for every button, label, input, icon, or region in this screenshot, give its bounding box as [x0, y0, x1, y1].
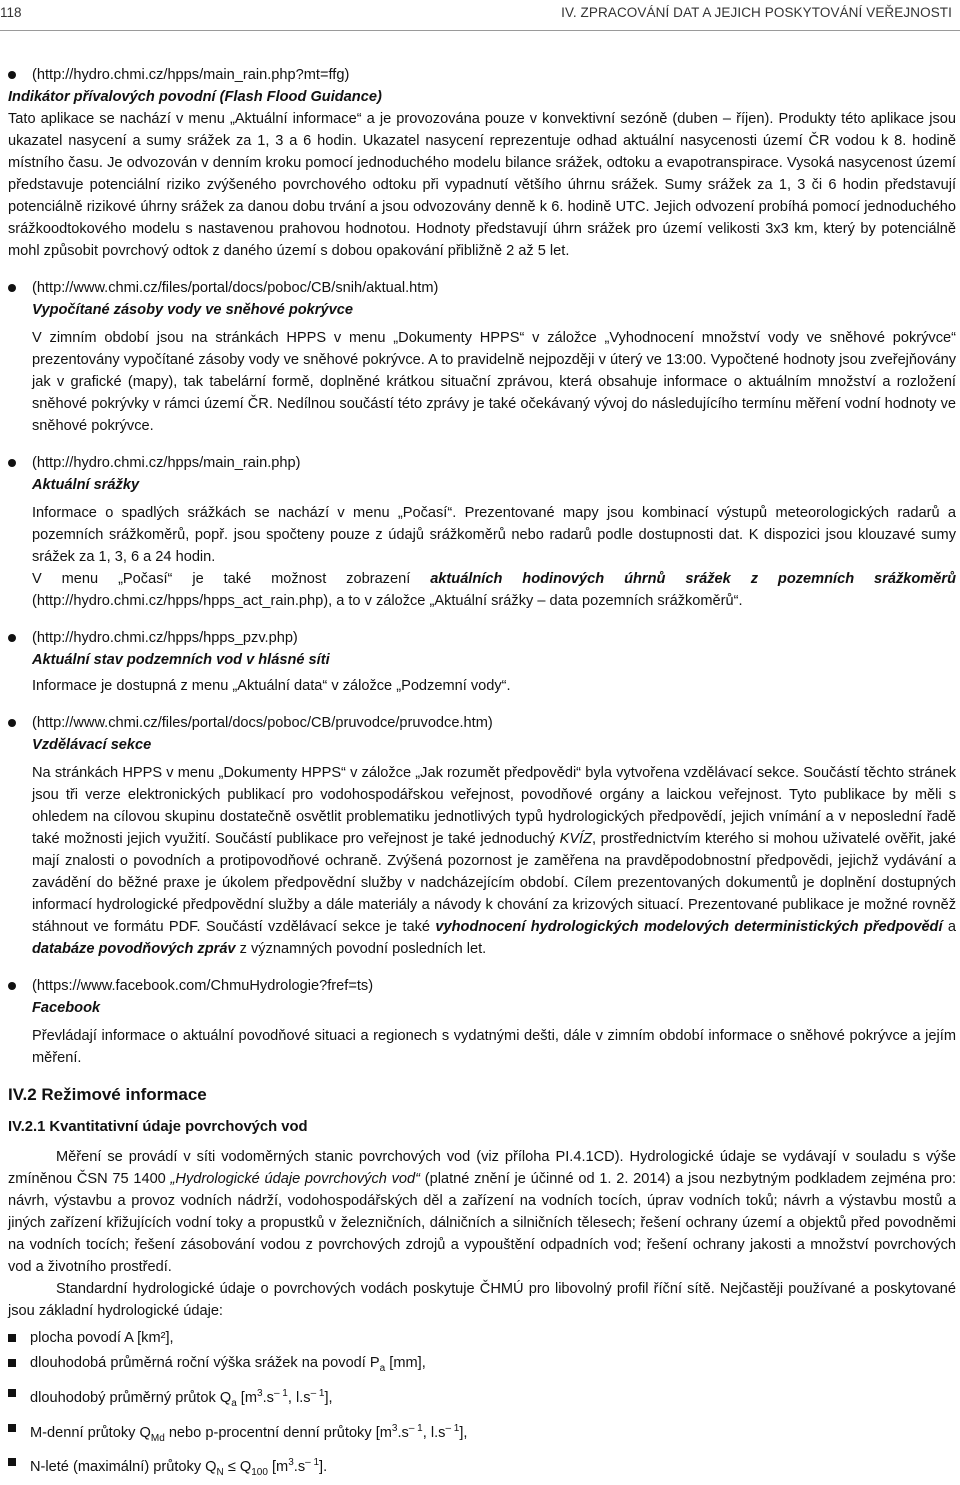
paragraph-italic: „Hydrologické údaje povrchových vod“	[170, 1171, 420, 1187]
bullet-icon	[8, 982, 16, 990]
bullet-icon	[8, 284, 16, 292]
list-item-text: , l.s	[287, 1389, 311, 1406]
superscript: 3	[257, 1387, 263, 1399]
item-text: V zimním období jsou na stránkách HPPS v menu „Dokumenty HPPS“ v záložce „Vyhodnocení množství vody ve sněhové pokrývce“ prezentovány vypočítané zásoby vody ve sněhové pokrývce. A to pravidelně nejpozději v úterý ve 13:00. Vypočtené hodnoty jsou zveřejňovány jak v grafické (mapy), tak tabelární formě, doplněné krátkou situační zprávou, která obsahuje informace o aktuálním množství a rozložení sněhové pokrývky v rámci území ČR. Nedílnou součástí této zprávy je také očekávaný vývoj do následujícího termínu měření vodní hodnoty ve sněhové pokrývce.	[32, 330, 956, 434]
paragraph-part: Měření se provádí v síti vodoměrných stanic povrchových vod (viz příloha PI.4.1CD). Hydrologické údaje se vydávají v souladu s výše zmíněnou ČSN 75 1400	[8, 1149, 956, 1187]
list-item-text: [m	[267, 1459, 289, 1476]
list-item-text: [m	[236, 1389, 258, 1406]
paragraph-part: (platné znění je účinné od 1. 2. 2014) a jsou nezbytným podkladem zejména pro: návrh, výstavbu a provoz vodních nádrží, vodohospodářských děl a zařízení na vodních tocích, úprav vodních toků; návrh a výstavbu mostů a jiných zařízení křižujících vodní toky a propustků v železničních, dálničních a silničních tělesech; řešení ochrany území a objektů před povodněmi na vodních tocích; řešení zásobování vodou z povrchových zdrojů a vypouštění odpadních vod; řešení ochrany jakosti a množství povrchových vod a životního prostředí.	[8, 1171, 957, 1275]
item-text: Tato aplikace se nachází v menu „Aktuální informace“ a je provozována pouze v konvektivní sezóně (duben – říjen). Produkty této aplikace jsou ukazatel nasycení a sumy srážek za 1, 3 a 6 hodin. Ukazatel nasycení reprezentuje odhad aktuální nasycenosti území ČR vodou k 8. hodině místního času. Je odvozován v denním kroku pomocí jednoduchého modelu bilance srážek, odtoku a evapotranspirace. Vysoká nasycenost území představuje potenciální riziko zvýšeného povrchového odtoku při vypadnutí většího úhrnu srážek. Sumy srážek za 1, 3 či 6 hodin představují potenciálně rizikové úhrny srážek za danou dobu trvání a jsou odvozovány denně k 6. hodině UTC. Jejich odvození probíhá pomocí jednoduchého srážkoodtokového modelu s nastavenou prahovou hodnotou. Hodnoty představují úhrn srážek pro území velikosti 3x3 km, který by potenciálně mohl způsobit povrchový odtok z daného území s dobou opakování přibližně 2 až 5 let.	[8, 111, 956, 259]
page-content	[8, 64, 956, 1485]
section-paragraph	[8, 1146, 956, 1278]
item-url[interactable]: (https://www.facebook.com/ChmuHydrologie?fref=ts)	[32, 978, 374, 994]
item-text	[32, 762, 956, 960]
list-item-text: [mm],	[385, 1355, 426, 1371]
item-url[interactable]: (http://hydro.chmi.cz/hpps/main_rain.php)	[32, 455, 301, 471]
item-url[interactable]: (http://www.chmi.cz/files/portal/docs/poboc/CB/snih/aktual.htm)	[32, 280, 439, 296]
square-bullet-icon	[8, 1334, 16, 1342]
list-item-text: ],	[459, 1424, 468, 1441]
subscript: N	[216, 1467, 224, 1479]
list-item	[8, 627, 956, 697]
list-item-text: dlouhodobý průměrný průtok Q	[30, 1389, 232, 1406]
list-item-text: .s	[293, 1459, 306, 1476]
square-bullet-icon	[8, 1389, 16, 1397]
subscript: Md	[150, 1432, 165, 1444]
item-text: Informace je dostupná z menu „Aktuální data“ v záložce „Podzemní vody“.	[32, 678, 511, 694]
item-title: Aktuální stav podzemních vod v hlásné síti	[32, 652, 330, 668]
page-header	[0, 0, 960, 31]
bullet-icon	[8, 71, 16, 79]
superscript: 3	[391, 1422, 398, 1434]
item-text-emphasis: vyhodnocení hydrologických modelových deterministických předpovědí	[435, 919, 943, 935]
item-title: Vzdělávací sekce	[32, 737, 152, 753]
subsection-heading: IV.2.1 Kvantitativní údaje povrchových vod	[8, 1119, 308, 1135]
bullet-icon	[8, 634, 16, 642]
item-text-italic: KVÍZ	[559, 831, 593, 847]
list-item-text: nebo p-procentní denní průtoky [m	[164, 1424, 392, 1441]
list-item	[8, 277, 956, 437]
list-item-text: M-denní průtoky Q	[30, 1424, 151, 1441]
list-item	[8, 452, 956, 612]
item-url[interactable]: (http://hydro.chmi.cz/hpps/main_rain.php?mt=ffg)	[32, 67, 350, 83]
bullet-icon	[8, 719, 16, 727]
item-title: Vypočítané zásoby vody ve sněhové pokrývce	[32, 302, 353, 318]
item-title: Indikátor přívalových povodní (Flash Flood Guidance)	[8, 89, 382, 105]
list-item-text: ],	[324, 1389, 333, 1406]
list-item-text: , l.s	[422, 1424, 446, 1441]
hydrological-data-list	[8, 1326, 956, 1485]
item-text-2	[32, 568, 956, 612]
item-text-part: a	[942, 919, 956, 935]
list-item	[8, 1381, 956, 1416]
item-text-part: (http://hydro.chmi.cz/hpps/hpps_act_rain.php), a to v záložce „Aktuální srážky – data pozemních srážkoměrů“.	[32, 593, 743, 609]
list-item	[8, 1450, 956, 1485]
item-text-part: , prostřednictvím kterého si mohou uživatelé ověřit, jaké mají znalosti o povodních a protipovodňové ochraně. Zvýšená pozornost je zaměřena na pravděpodobnostní předpovědi, jejichž vydávání a zavádění do běžné praxe je úkolem předpovědní služby v nadcházejícím období. Cílem prezentovaných dokumentů je doplnění dostupných informací hydrologické předpovědní služby a dále materiály a návody k chování za krizových situací. Prezentované publikace je možné rovněž stáhnout ve formátu PDF. Součástí vzdělávací sekce je také	[32, 831, 956, 935]
superscript: – 1	[305, 1457, 320, 1469]
item-text-part: z významných povodní posledních let.	[235, 941, 487, 957]
item-title: Facebook	[32, 1000, 101, 1016]
superscript: – 1	[310, 1387, 325, 1399]
square-bullet-icon	[8, 1424, 16, 1432]
subscript: a	[231, 1397, 237, 1409]
square-bullet-icon	[8, 1458, 16, 1466]
superscript: 3	[288, 1457, 294, 1469]
list-item	[8, 975, 956, 1069]
item-text: Informace o spadlých srážkách se nachází v menu „Počasí“. Prezentované mapy jsou kombinací výstupů meteorologických radarů a pozemních srážkoměrů, popř. jsou spočteny pouze z údajů srážkoměrů nebo radarů podle dostupnosti dat. K dispozici jsou klouzavé sumy srážek za 1, 3, 6 a 24 hodin.	[32, 505, 956, 565]
list-item-text: ].	[319, 1459, 328, 1476]
list-item-text: dlouhodobá průměrná roční výška srážek na povodí P	[30, 1355, 380, 1371]
item-text-emphasis: aktuálních hodinových úhrnů srážek z pozemních srážkoměrů	[430, 571, 956, 587]
item-url[interactable]: (http://hydro.chmi.cz/hpps/hpps_pzv.php)	[32, 630, 298, 646]
item-title: Aktuální srážky	[32, 477, 140, 493]
list-item	[8, 1351, 956, 1381]
list-item	[8, 64, 956, 262]
list-item-text: N-leté (maximální) průtoky Q	[30, 1459, 217, 1476]
section-heading: IV.2 Režimové informace	[8, 1085, 207, 1104]
item-text-emphasis: databáze povodňových zpráv	[32, 941, 236, 957]
item-text-part: Na stránkách HPPS v menu „Dokumenty HPPS“ v záložce „Jak rozumět předpovědi“ byla vytvořena vzdělávací sekce. Součástí těchto stránek jsou tři verze elektronických publikací pro vodohospodářskou veřejnost, povodňové orgány a laickou veřejnost. Tyto publikace by měli s ohledem na cílovou skupinu dostatečně osvětlit problematiku jednotlivých typů hydrologických předpovědí, jejich vnímání a v neposlední řadě také možnosti jejich využití. Součástí publikace pro veřejnost je také jednoduchý	[32, 765, 956, 847]
list-item-text: .s	[397, 1424, 409, 1441]
section-paragraph: Standardní hydrologické údaje o povrchových vodách poskytuje ČHMÚ pro libovolný profil říční sítě. Nejčastěji používané a poskytované jsou základní hydrologické údaje:	[8, 1281, 956, 1319]
item-text: Převládají informace o aktuální povodňové situaci a regionech s vydatnými dešti, dále v zimním období informace o sněhové pokrývce a jejím měření.	[32, 1028, 956, 1066]
list-item	[8, 712, 956, 960]
item-text-part: V menu „Počasí“ je také možnost zobrazení	[32, 571, 431, 587]
bullet-icon	[8, 459, 16, 467]
item-url[interactable]: (http://www.chmi.cz/files/portal/docs/poboc/CB/pruvodce/pruvodce.htm)	[32, 715, 493, 731]
chapter-title: IV. ZPRACOVÁNÍ DAT A JEJICH POSKYTOVÁNÍ VEŘEJNOSTI	[561, 5, 952, 20]
subscript: 100	[251, 1467, 268, 1479]
list-item-text: .s	[262, 1389, 274, 1406]
superscript: – 1	[445, 1422, 460, 1434]
list-item	[8, 1326, 956, 1351]
list-item-text: plocha povodí A [km²],	[30, 1330, 174, 1346]
page-number: 118	[0, 5, 22, 20]
list-item	[8, 1416, 956, 1451]
square-bullet-icon	[8, 1359, 16, 1367]
superscript: – 1	[273, 1387, 288, 1399]
subscript: a	[379, 1362, 386, 1374]
list-item-text: ≤ Q	[223, 1459, 252, 1476]
superscript: – 1	[408, 1422, 423, 1434]
